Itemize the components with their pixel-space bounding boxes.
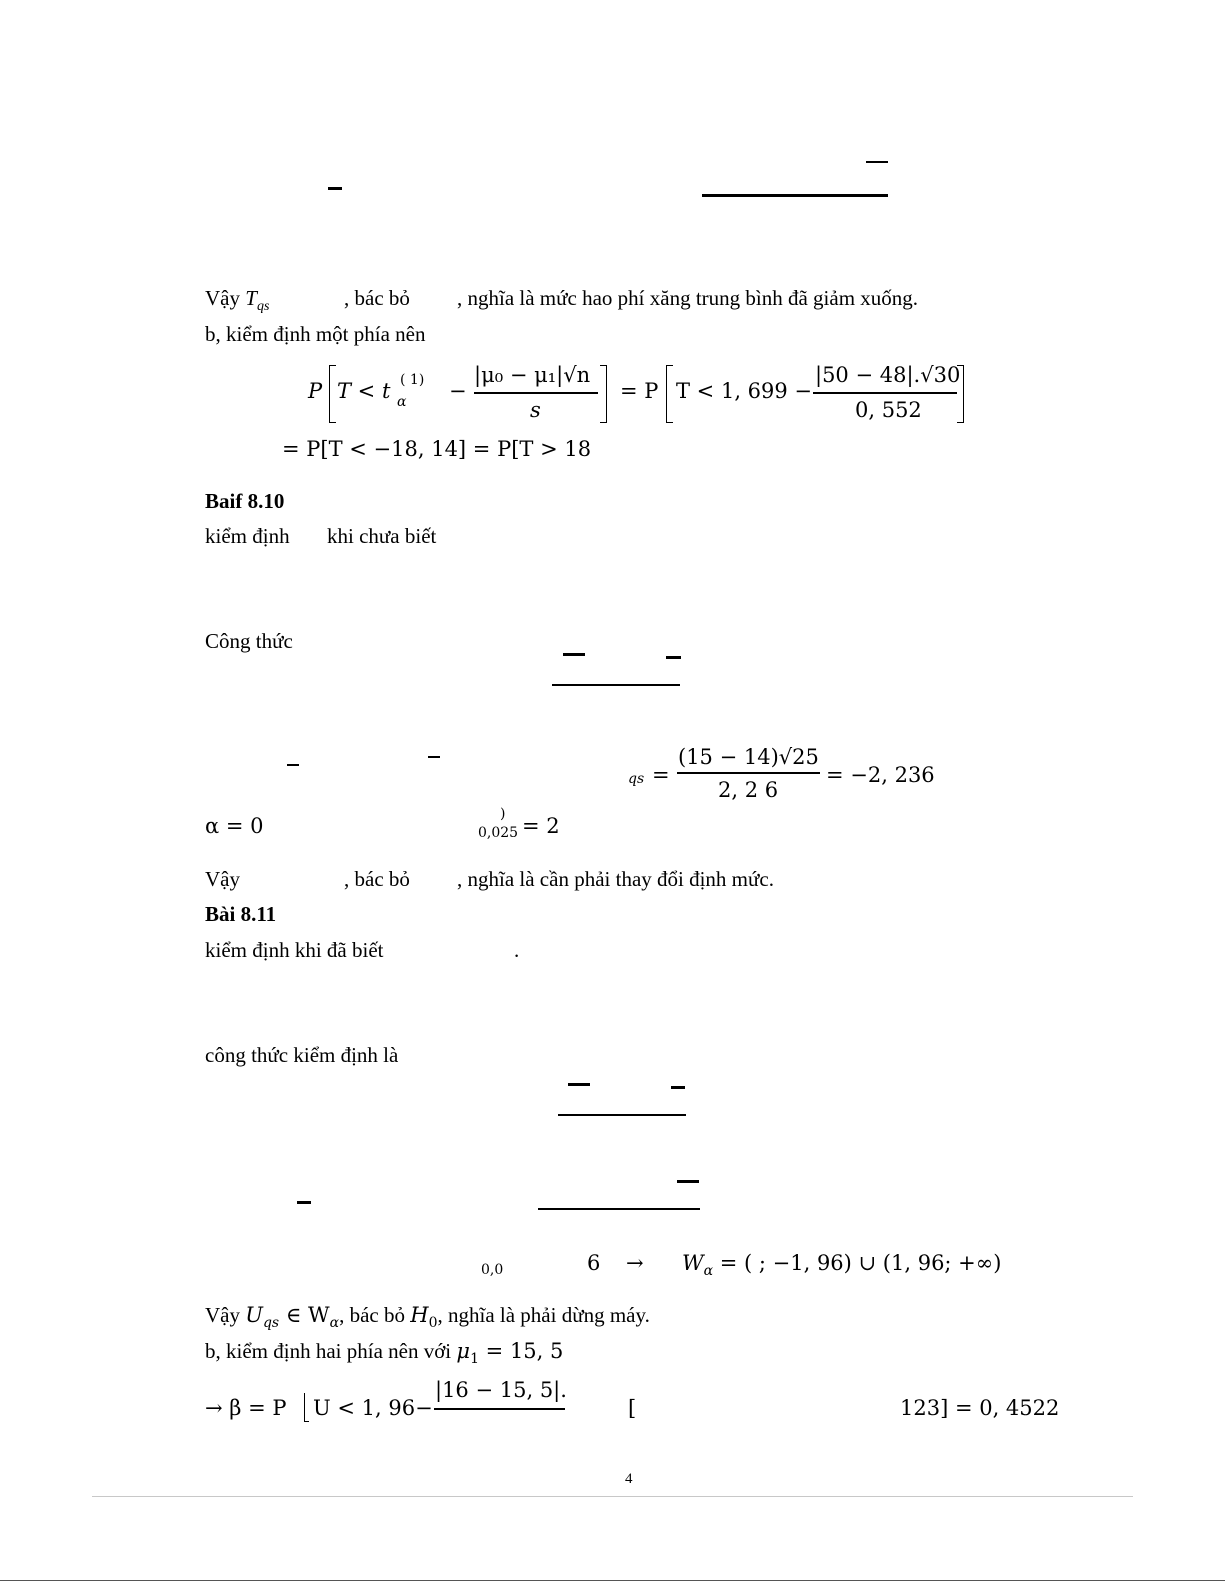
eq1-T-lt-t: T < t bbox=[337, 379, 391, 403]
eq1-numerator-2: |50 − 48|.√30 bbox=[815, 363, 961, 387]
part-b-two-sided: b, kiểm định hai phía nên với $\mu_1 = 15$, 5 bbox=[205, 1339, 564, 1368]
qs-result: = −2, 236 bbox=[826, 763, 935, 787]
fraction-bar-fragment bbox=[538, 1208, 700, 1210]
eq1-P: P bbox=[308, 379, 323, 403]
fraction-bar-fragment bbox=[552, 684, 680, 686]
conclusion-line-2-reject: , bác bỏ bbox=[344, 867, 410, 891]
beta-bracket bbox=[304, 1393, 309, 1422]
test-label-1: kiểm định bbox=[205, 524, 290, 548]
fraction-bar-fragment bbox=[558, 1114, 686, 1116]
eq2: = P[T < −18, 14] = P[T > 18 bbox=[282, 437, 592, 461]
formula-label-2: công thức kiểm định là bbox=[205, 1043, 399, 1067]
eq1-denominator-2: 0, 552 bbox=[855, 398, 922, 422]
eq1-left-bracket-2 bbox=[666, 365, 673, 423]
overline-fragment bbox=[287, 764, 299, 766]
overline-fragment bbox=[563, 653, 585, 656]
beta-numerator: |16 − 15, 5|. bbox=[435, 1378, 567, 1402]
beta-open-bracket: [ bbox=[628, 1396, 637, 1420]
beta-lhs: → β = P bbox=[205, 1396, 287, 1420]
conclusion-line-1: Vậy $T_{qs}$ bbox=[205, 286, 270, 315]
overline-fragment bbox=[866, 161, 888, 163]
eq1-fraction-bar bbox=[474, 392, 598, 394]
eq1-superscript: ( 1) bbox=[400, 372, 425, 388]
w-arrow: → bbox=[626, 1251, 644, 1275]
w-six: 6 bbox=[587, 1251, 601, 1275]
w-subscript: 0,0 bbox=[481, 1262, 504, 1278]
eq1-numerator: |μ₀ − μ₁|√n bbox=[474, 363, 591, 387]
eq1-minus: − bbox=[449, 379, 467, 403]
t-subscript: 0,025 bbox=[478, 825, 519, 841]
overline-fragment bbox=[671, 1086, 685, 1089]
conclusion-line-2-meaning: , nghĩa là cần phải thay đổi định mức. bbox=[457, 867, 774, 891]
heading-bai-8-11: Bài 8.11 bbox=[205, 902, 277, 926]
fraction-bar-fragment bbox=[702, 194, 888, 197]
beta-fraction-bar bbox=[434, 1408, 565, 1410]
t-paren: ) bbox=[500, 806, 506, 822]
conclusion-line-1-reject: , bác bỏ bbox=[344, 286, 410, 310]
test-label-2-dot: . bbox=[514, 938, 520, 962]
formula-label-1: Công thức bbox=[205, 629, 293, 653]
eq1-alpha-sub: α bbox=[397, 394, 407, 410]
overline-fragment bbox=[666, 656, 681, 659]
qs-fraction-bar bbox=[677, 772, 820, 774]
test-label-2: kiểm định khi đã biết bbox=[205, 938, 384, 962]
qs-denominator: 2, 2 6 bbox=[718, 778, 779, 802]
eq1-left-bracket bbox=[329, 365, 336, 423]
w-region: $W_\alpha$ = ( ; −1, 96) ∪ (1, 96; +∞) bbox=[682, 1251, 1002, 1280]
heading-baif-8-10: Baif 8.10 bbox=[205, 489, 285, 513]
eq1-right-bracket-2 bbox=[957, 365, 964, 423]
eq1-equals-P: = P bbox=[620, 379, 659, 403]
overline-fragment bbox=[568, 1083, 590, 1086]
overline-fragment bbox=[297, 1201, 311, 1204]
page-number: 4 bbox=[625, 1471, 633, 1487]
eq1-right-bracket bbox=[600, 365, 607, 423]
beta-inequality: U < 1, 96− bbox=[313, 1396, 433, 1420]
conclusion-line-2: Vậy bbox=[205, 867, 240, 891]
eq1-T-value: T < 1, 699 − bbox=[676, 379, 813, 403]
eq1-fraction-bar-2 bbox=[813, 392, 957, 394]
eq1-denominator: s bbox=[530, 398, 541, 422]
qs-equals: = bbox=[652, 763, 670, 787]
part-b-one-sided: b, kiểm định một phía nên bbox=[205, 322, 426, 346]
page-bottom-edge bbox=[0, 1580, 1225, 1581]
qs-numerator: (15 − 14)√25 bbox=[678, 745, 819, 769]
alpha-value: α = 0 bbox=[205, 814, 264, 838]
overline-fragment bbox=[428, 756, 440, 758]
conclusion-line-1-meaning: , nghĩa là mức hao phí xăng trung bình đã giảm xuống. bbox=[457, 286, 919, 310]
test-label-1-unknown: khi chưa biết bbox=[327, 524, 437, 548]
beta-result: 123] = 0, 4522 bbox=[900, 1396, 1060, 1420]
overline-fragment bbox=[677, 1180, 699, 1183]
overline-fragment bbox=[328, 187, 342, 190]
conclusion-line-3: Vậy $U_{qs}$ ∈ $W_\alpha$, bác bỏ $H_0$, nghĩa là phải dừng máy. bbox=[205, 1303, 650, 1332]
footer-divider bbox=[92, 1496, 1133, 1497]
qs-subscript: qs bbox=[628, 771, 645, 787]
t-result: = 2 bbox=[522, 814, 560, 838]
